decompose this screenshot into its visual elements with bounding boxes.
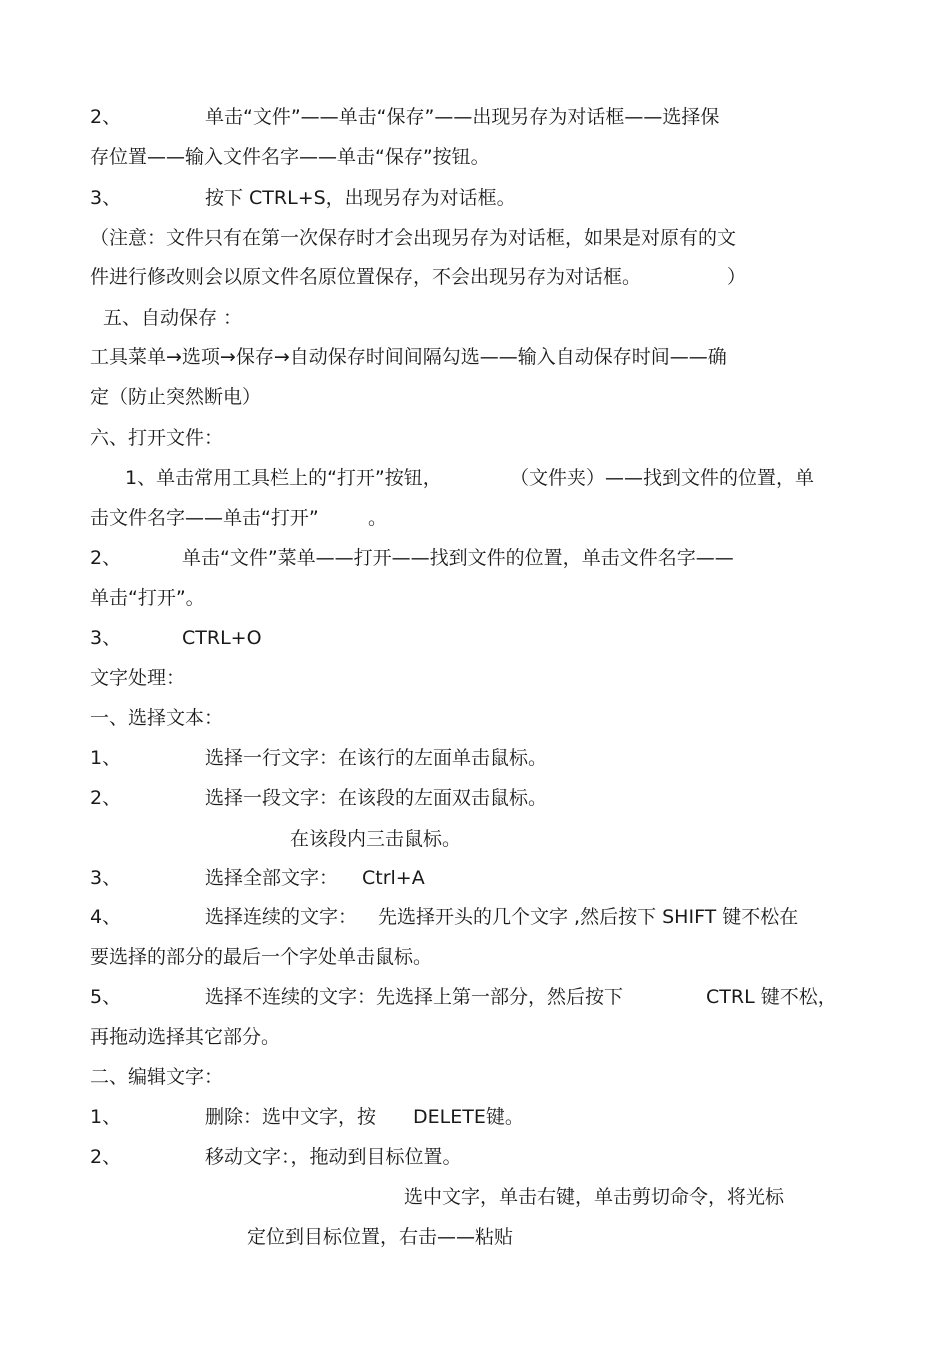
text-line: 选择一段文字：在该段的左面双击鼠标。 (205, 787, 548, 809)
section-heading: 文字处理： (90, 667, 186, 689)
text-line: 在该段内三击鼠标。 (290, 828, 462, 850)
item-number: 5、 (90, 986, 122, 1008)
text-line: 选择不连续的文字：先选择上第一部分，然后按下 (205, 986, 624, 1008)
section-heading: 一、选择文本： (90, 707, 224, 729)
text-line: （文件夹）——找到文件的位置，单 (510, 467, 815, 489)
note-line: 件进行修改则会以原文件名原位置保存，不会出现另存为对话框。 (90, 266, 642, 288)
item-number: 4、 (90, 906, 122, 928)
text-line: 定（防止突然断电） (90, 386, 262, 408)
text-line: 。 (368, 507, 388, 529)
section-heading: 二、编辑文字： (90, 1066, 224, 1088)
text-line: CTRL 键不松， (706, 986, 837, 1008)
text-line: 再拖动选择其它部分。 (90, 1026, 281, 1048)
text-line: 定位到目标位置，右击——粘贴 (247, 1226, 514, 1248)
item-number: 3、 (90, 867, 122, 889)
text-line: DELETE键。 (413, 1106, 524, 1128)
text-line: 选择连续的文字： (205, 906, 358, 928)
text-line: 移动文字：，拖动到目标位置。 (205, 1146, 462, 1168)
text-line: 要选择的部分的最后一个字处单击鼠标。 (90, 946, 433, 968)
item-number: 1、 (90, 1106, 122, 1128)
text-line: 击文件名字——单击“打开” (90, 507, 319, 529)
item-number: 3、 (90, 627, 122, 649)
text-line: 先选择开头的几个文字 ,然后按下 SHIFT 键不松在 (378, 906, 799, 928)
note-line: （注意：文件只有在第一次保存时才会出现另存为对话框，如果是对原有的文 (90, 227, 737, 249)
text-line: 单击“打开”。 (90, 587, 205, 609)
shortcut-text: CTRL+O (182, 627, 262, 649)
text-line: 工具菜单→选项→保存→自动保存时间间隔勾选——输入自动保存时间——确 (90, 346, 727, 368)
item-number: 3、 (90, 187, 122, 209)
item-number: 1、 (90, 747, 122, 769)
text-line: 选择一行文字：在该行的左面单击鼠标。 (205, 747, 548, 769)
text-line: 单击“文件”——单击“保存”——出现另存为对话框——选择保 (205, 106, 720, 128)
text-line: 按下 CTRL+S，出现另存为对话框。 (205, 187, 516, 209)
section-heading: 六、打开文件： (90, 427, 224, 449)
item-number: 2、 (90, 547, 122, 569)
item-number: 2、 (90, 1146, 122, 1168)
text-line: 存位置——输入文件名字——单击“保存”按钮。 (90, 146, 490, 168)
item-number: 2、 (90, 106, 122, 128)
item-number: 2、 (90, 787, 122, 809)
text-line: 选择全部文字： (205, 867, 339, 889)
text-line: 选中文字，单击右键，单击剪切命令，将光标 (404, 1186, 785, 1208)
text-line: 1、单击常用工具栏上的“打开”按钮， (125, 467, 442, 489)
text-line: 单击“文件”菜单——打开——找到文件的位置，单击文件名字—— (182, 547, 734, 569)
closing-paren: ） (727, 266, 747, 288)
shortcut-text: Ctrl+A (362, 867, 425, 889)
text-line: 删除：选中文字，按 (205, 1106, 377, 1128)
section-heading: 五、自动保存 ： (103, 307, 243, 329)
